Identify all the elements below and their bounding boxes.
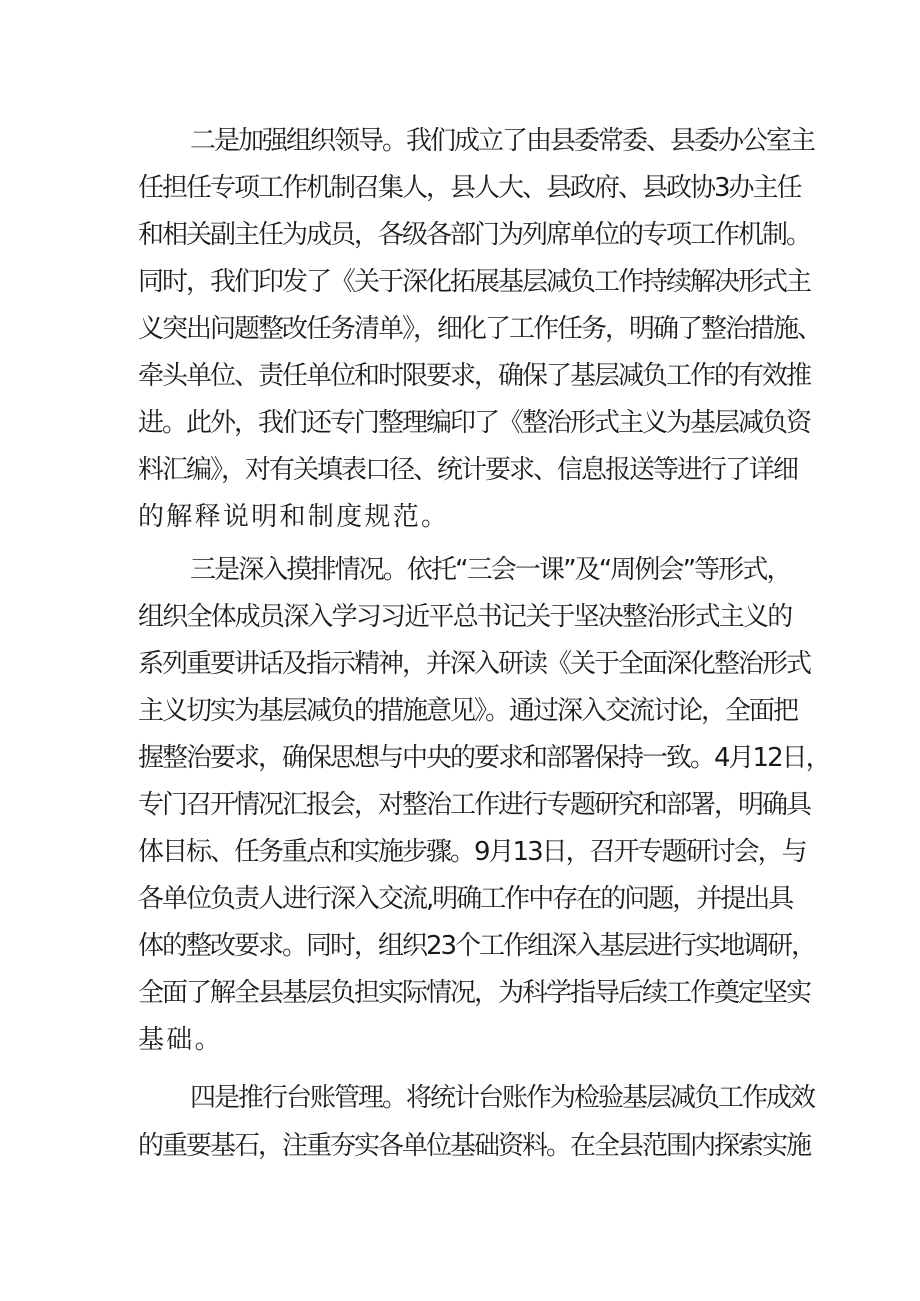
text-line: 二是加强组织领导。我们成立了由县委常委、县委办公室主 xyxy=(190,126,815,156)
text-line: 牵头单位、责任单位和时限要求，确保了基层减负工作的有效推 xyxy=(138,361,811,391)
text-line: 组织全体成员深入学习习近平总书记关于坚决整治形式主义的 xyxy=(138,602,792,632)
text-line: 同时，我们印发了《关于深化拓展基层减负工作持续解决形式主 xyxy=(138,267,811,297)
text-line: 专门召开情况汇报会，对整治工作进行专题研究和部署，明确具 xyxy=(138,790,811,820)
text-line: 系列重要讲话及指示精神，并深入研读《关于全面深化整治形式 xyxy=(138,649,811,679)
text-line: 全面了解全县基层负担实际情况，为科学指导后续工作奠定坚实 xyxy=(138,978,811,1008)
text-line: 三是深入摸排情况。依托“三会一课”及“周例会”等形式， xyxy=(190,555,791,585)
text-line: 握整治要求，确保思想与中央的要求和部署保持一致。4月12日， xyxy=(138,743,830,773)
text-line: 基础。 xyxy=(138,1025,223,1055)
text-line: 的重要基石，注重夯实各单位基础资料。在全县范围内探索实施 xyxy=(138,1131,811,1161)
text-line: 义突出问题整改任务清单》，细化了工作任务，明确了整治措施、 xyxy=(138,314,822,344)
text-line: 料汇编》，对有关填表口径、统计要求、信息报送等进行了详细 xyxy=(138,455,798,485)
text-line: 的解释说明和制度规范。 xyxy=(138,502,450,532)
text-line: 体的整改要求。同时，组织23个工作组深入基层进行实地调研， xyxy=(138,931,816,961)
text-line: 和相关副主任为成员，各级各部门为列席单位的专项工作机制。 xyxy=(138,220,811,250)
text-line: 任担任专项工作机制召集人，县人大、县政府、县政协3办主任 xyxy=(138,173,801,203)
text-line: 各单位负责人进行深入交流,明确工作中存在的问题，并提出具 xyxy=(138,884,793,914)
text-line: 四是推行台账管理。将统计台账作为检验基层减负工作成效 xyxy=(190,1083,815,1113)
text-line: 进。此外，我们还专门整理编印了《整治形式主义为基层减负资 xyxy=(138,408,811,438)
text-line: 体目标、任务重点和实施步骤。9月13日，召开专题研讨会，与 xyxy=(138,837,806,867)
text-line: 主义切实为基层减负的措施意见》。通过深入交流讨论，全面把 xyxy=(138,696,798,726)
